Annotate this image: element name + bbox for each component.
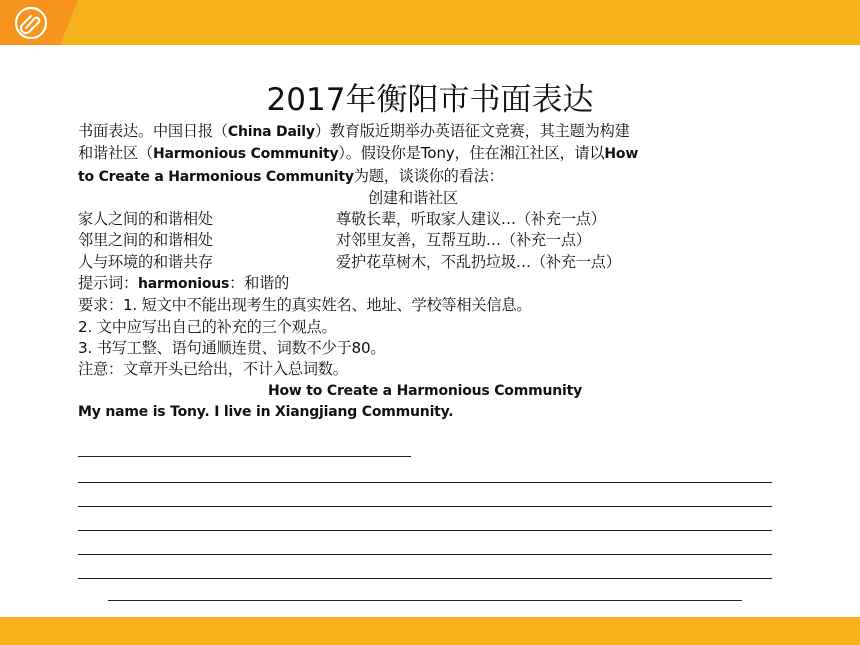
- intro-line-1: [78, 121, 778, 143]
- intro-text: 和谐社区（: [78, 144, 153, 163]
- row-topic: 人与环境的和谐共存: [78, 252, 213, 271]
- intro-text: ）教育版近期举办英语征文竞赛，其主题为构建: [314, 122, 630, 140]
- intro-line-2: [78, 143, 778, 165]
- header-bar: [0, 0, 860, 45]
- row-detail: 尊敬长辈，听取家人建议…（补充一点）: [336, 210, 606, 229]
- writing-line: [78, 456, 411, 457]
- intro-line-3: [78, 166, 778, 188]
- footer-bar: [0, 617, 860, 645]
- row-topic: 家人之间的和谐相处: [78, 210, 213, 229]
- row-detail: 爱护花草树木，不乱扔垃圾…（补充一点）: [336, 252, 621, 271]
- table-row: [78, 209, 778, 230]
- table-row: [78, 230, 778, 251]
- intro-bold: China Daily: [227, 124, 315, 140]
- writing-line: [78, 482, 772, 483]
- intro-text: ）。假设你是Tony，住在湘江社区，请以: [338, 144, 605, 163]
- requirement-line: 3. 书写工整、语句通顺连贯、词数不少于80。: [78, 338, 386, 357]
- document-body: [78, 121, 778, 423]
- requirement-line: 要求：1. 短文中不能出现考生的真实姓名、地址、学校等相关信息。: [78, 296, 532, 315]
- table-row: [78, 252, 778, 273]
- row-topic: 邻里之间的和谐相处: [78, 231, 213, 250]
- row-detail: 对邻里友善，互帮互助…（补充一点）: [336, 231, 591, 250]
- hint-suffix: ：和谐的: [229, 274, 290, 293]
- note-line: 注意：文章开头已给出，不计入总词数。: [78, 360, 348, 379]
- hint-prefix: 提示词：: [78, 274, 138, 293]
- intro-bold: to Create a Harmonious Community: [78, 168, 354, 185]
- writing-line: [78, 578, 772, 579]
- hint-word: harmonious: [137, 276, 230, 293]
- table-heading: 创建和谐社区: [368, 188, 458, 207]
- writing-line: [108, 600, 742, 601]
- paperclip-icon: [14, 6, 48, 40]
- intro-text: 为题，谈谈你的看法：: [353, 166, 504, 185]
- intro-bold: How: [604, 146, 639, 163]
- writing-line: [78, 506, 772, 507]
- requirement-line: 2. 文中应写出自己的补充的三个观点。: [78, 317, 337, 336]
- intro-bold: Harmonious Community: [152, 146, 339, 163]
- writing-line: [78, 554, 772, 555]
- intro-text: 书面表达。中国日报（: [78, 122, 228, 140]
- writing-line: [78, 530, 772, 531]
- essay-start: My name is Tony. I live in Xiangjiang Community.: [78, 403, 454, 420]
- header-wedge: [60, 0, 78, 45]
- page-title: 2017年衡阳市书面表达: [266, 82, 594, 118]
- hint-line: [78, 273, 778, 295]
- essay-title: How to Create a Harmonious Community: [267, 382, 583, 399]
